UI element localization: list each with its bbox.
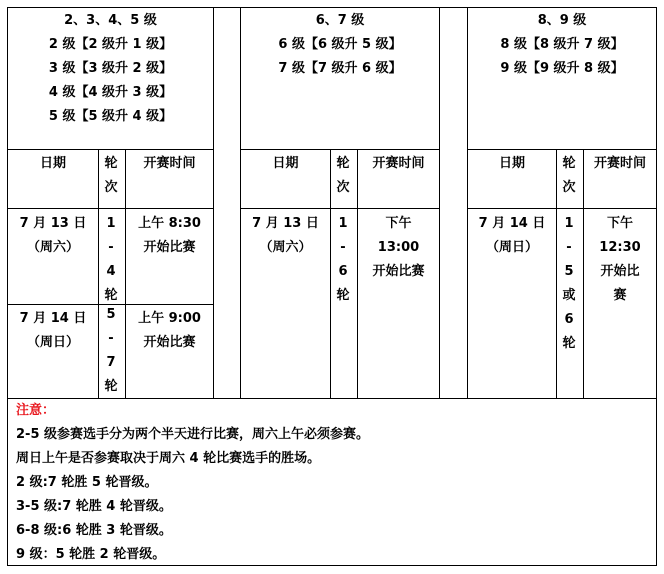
col-header-round-char: 轮 [336,156,350,171]
time-text: 下午 [385,216,412,231]
row-line [7,149,214,150]
time-text: 开始比赛 [143,240,196,255]
group-title: 6、7 级 [315,13,365,28]
table-border [7,7,657,8]
date-text: 7 月 13 日 [19,216,87,231]
row-round [558,212,580,356]
col-header-date-label: 日期 [498,156,525,171]
round-char: 4 [106,264,116,279]
time-text: 13:00 [377,240,420,255]
level-line: 9 级【9 级升 8 级】 [500,61,624,76]
round-char: 轮 [104,288,118,303]
note-line: 2-5 级参赛选手分为两个半天进行比赛，周六上午必须参赛。 [16,427,370,442]
row-round [332,212,354,308]
time-text: 上午 8:30 [138,216,201,231]
round-char: 轮 [336,288,350,303]
time-text: 开始比赛 [372,264,425,279]
time-text: 下午 [606,216,633,231]
level-line: 7 级【7 级升 6 级】 [278,61,402,76]
col-header-time-label: 开赛时间 [143,156,196,171]
col-header-round-char: 次 [562,180,576,195]
round-char: - [566,240,572,255]
level-line: 2 级【2 级升 1 级】 [48,37,173,52]
note-line: 9 级：5 轮胜 2 轮晋级。 [16,547,166,562]
level-line: 8 级【8 级升 7 级】 [500,37,624,52]
col-line [125,149,126,399]
note-line: 2 级:7 轮胜 5 轮晋级。 [16,475,158,490]
col-header-round [100,152,122,200]
date-text: 7 月 14 日 [19,311,87,326]
row-date [468,212,556,260]
group-title: 2、3、4、5 级 [64,13,157,28]
round-char: 7 [106,355,116,370]
round-char: 1 [564,216,574,231]
time-text: 上午 9:00 [138,311,201,326]
row-time [126,307,213,355]
level-line: 3 级【3 级升 2 级】 [48,61,173,76]
col-line [98,149,99,399]
round-char: 1 [106,216,116,231]
time-text: 开始比赛 [143,335,196,350]
level-line: 4 级【4 级升 3 级】 [48,85,173,100]
round-char: 6 [338,264,348,279]
row-line [467,208,657,209]
row-date [8,212,98,260]
date-text: 7 月 13 日 [252,216,319,231]
row-date [8,307,98,355]
group-header [468,9,656,81]
row-round [100,303,122,399]
row-line [7,208,214,209]
row-line [240,149,440,150]
round-char: 1 [338,216,348,231]
round-char: 5 [564,264,574,279]
weekday-text: （周六） [26,240,79,255]
col-line [330,149,331,399]
col-header-date [468,152,556,176]
weekday-text: （周日） [485,240,538,255]
col-header-round [558,152,580,200]
weekday-text: （周六） [259,240,312,255]
col-header-round-char: 轮 [562,156,576,171]
notes-title: 注意： [16,403,56,418]
col-header-round-char: 轮 [104,156,118,171]
col-header-time [358,152,439,176]
row-round [100,212,122,308]
col-header-time [126,152,213,176]
round-char: 轮 [562,336,576,351]
round-char: - [108,240,114,255]
col-header-date-label: 日期 [272,156,299,171]
group-title: 8、9 级 [537,13,587,28]
col-header-round-char: 次 [336,180,350,195]
level-line: 5 级【5 级升 4 级】 [48,109,173,124]
round-char: 或 [562,288,576,303]
col-header-time-label: 开赛时间 [372,156,425,171]
level-line: 6 级【6 级升 5 级】 [278,37,402,52]
table-border [656,7,657,566]
row-line [240,208,440,209]
row-time [584,212,656,308]
time-text: 开始比 [600,264,640,279]
note-line: 3-5 级:7 轮胜 4 轮晋级。 [16,499,172,514]
time-text: 12:30 [599,240,641,255]
col-header-round-char: 次 [104,180,118,195]
round-char: - [108,331,114,346]
row-line [467,149,657,150]
col-header-date [241,152,330,176]
row-date [241,212,330,260]
row-time [358,212,439,284]
col-header-date [8,152,98,176]
round-char: 轮 [104,379,118,394]
group-header [8,9,213,129]
date-text: 7 月 14 日 [478,216,546,231]
panel-border [439,7,440,398]
note-line: 周日上午是否参赛取决于周六 4 轮比赛选手的胜场。 [16,451,321,466]
col-header-time-label: 开赛时间 [593,156,646,171]
round-char: 5 [106,307,116,322]
row-time [126,212,213,260]
col-header-date-label: 日期 [39,156,66,171]
panel-border [213,7,214,398]
notes-section [16,399,369,567]
time-text: 赛 [613,288,627,303]
round-char: 6 [564,312,574,327]
round-char: - [340,240,346,255]
col-header-time [584,152,656,176]
col-header-round [332,152,354,200]
note-line: 6-8 级:6 轮胜 3 轮晋级。 [16,523,172,538]
weekday-text: （周日） [26,335,79,350]
group-header [241,9,439,81]
col-line [556,149,557,399]
